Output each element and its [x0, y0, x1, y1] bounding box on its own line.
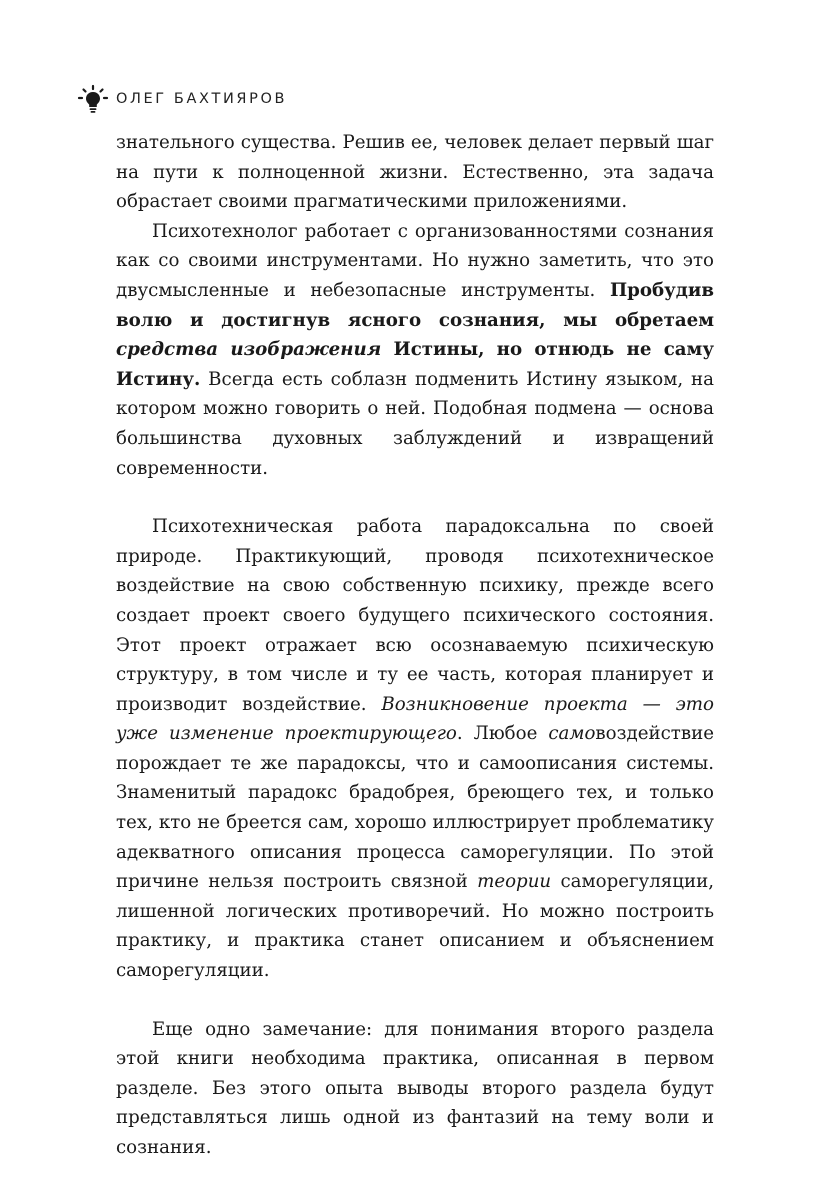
- paragraph: Психотехническая работа парадоксальна по своей природе. Практикующий, проводя психотехническое воздействие на свою собственную психику, прежде всего создает проект своего будущего психического состояния. Этот проект отражает всю осознаваемую психическую структуру, в том числе и ту ее часть, которая планирует и производит воздействие. Возникновение проекта — это уже изменение проектирующего. Любое самовоздействие порождает те же парадоксы, что и самоописания системы. Знаменитый парадокс брадобрея, бреющего тех, и только тех, кто не бреется сам, хорошо иллюстрирует проблематику адекватного описания процесса саморегуляции. По этой причине нельзя построить связной теории саморегуляции, лишенной логических противоречий. Но можно построить практику, и практика станет описанием и объяснением саморегуляции.: [116, 516, 714, 982]
- paragraph: знательного существа. Решив ее, человек делает первый шаг на пути к полноценной жизни. Естественно, эта задача обрастает своими прагматическими приложениями.: [116, 132, 714, 213]
- bold-phrase: Пробудив волю и достигнув ясного сознания, мы обретаем средства изображения Истины, но отнюдь не саму Истину.: [116, 279, 714, 390]
- paragraph: Психотехнолог работает с организованностями сознания как со своими инструментами. Но нужно заметить, что это двусмысленные и небезопасные инструменты. Пробудив волю и достигнув ясного сознания, мы обретаем средства изображения Истины, но отнюдь не саму Истину. Всегда есть соблазн подменить Истину языком, на котором можно говорить о ней. Подобная подмена — основа большинства духовных заблуждений и извращений современности.: [116, 220, 714, 479]
- running-head: [76, 84, 287, 114]
- emphasis: само: [548, 723, 596, 745]
- emphasis: теории: [477, 871, 552, 893]
- emphasis: Возникновение проекта — это уже изменение проектирующего: [116, 693, 714, 745]
- page-body: [116, 128, 714, 1163]
- emphasis: средства изображения: [116, 339, 382, 361]
- lightbulb-icon: [76, 84, 110, 114]
- author-name: ОЛЕГ БАХТИЯРОВ: [116, 91, 288, 107]
- paragraph: Еще одно замечание: для понимания второго раздела этой книги необходима практика, описанная в первом разделе. Без этого опыта выводы второго раздела будут представляться лишь одной из фантазий на тему воли и сознания.: [116, 1018, 714, 1158]
